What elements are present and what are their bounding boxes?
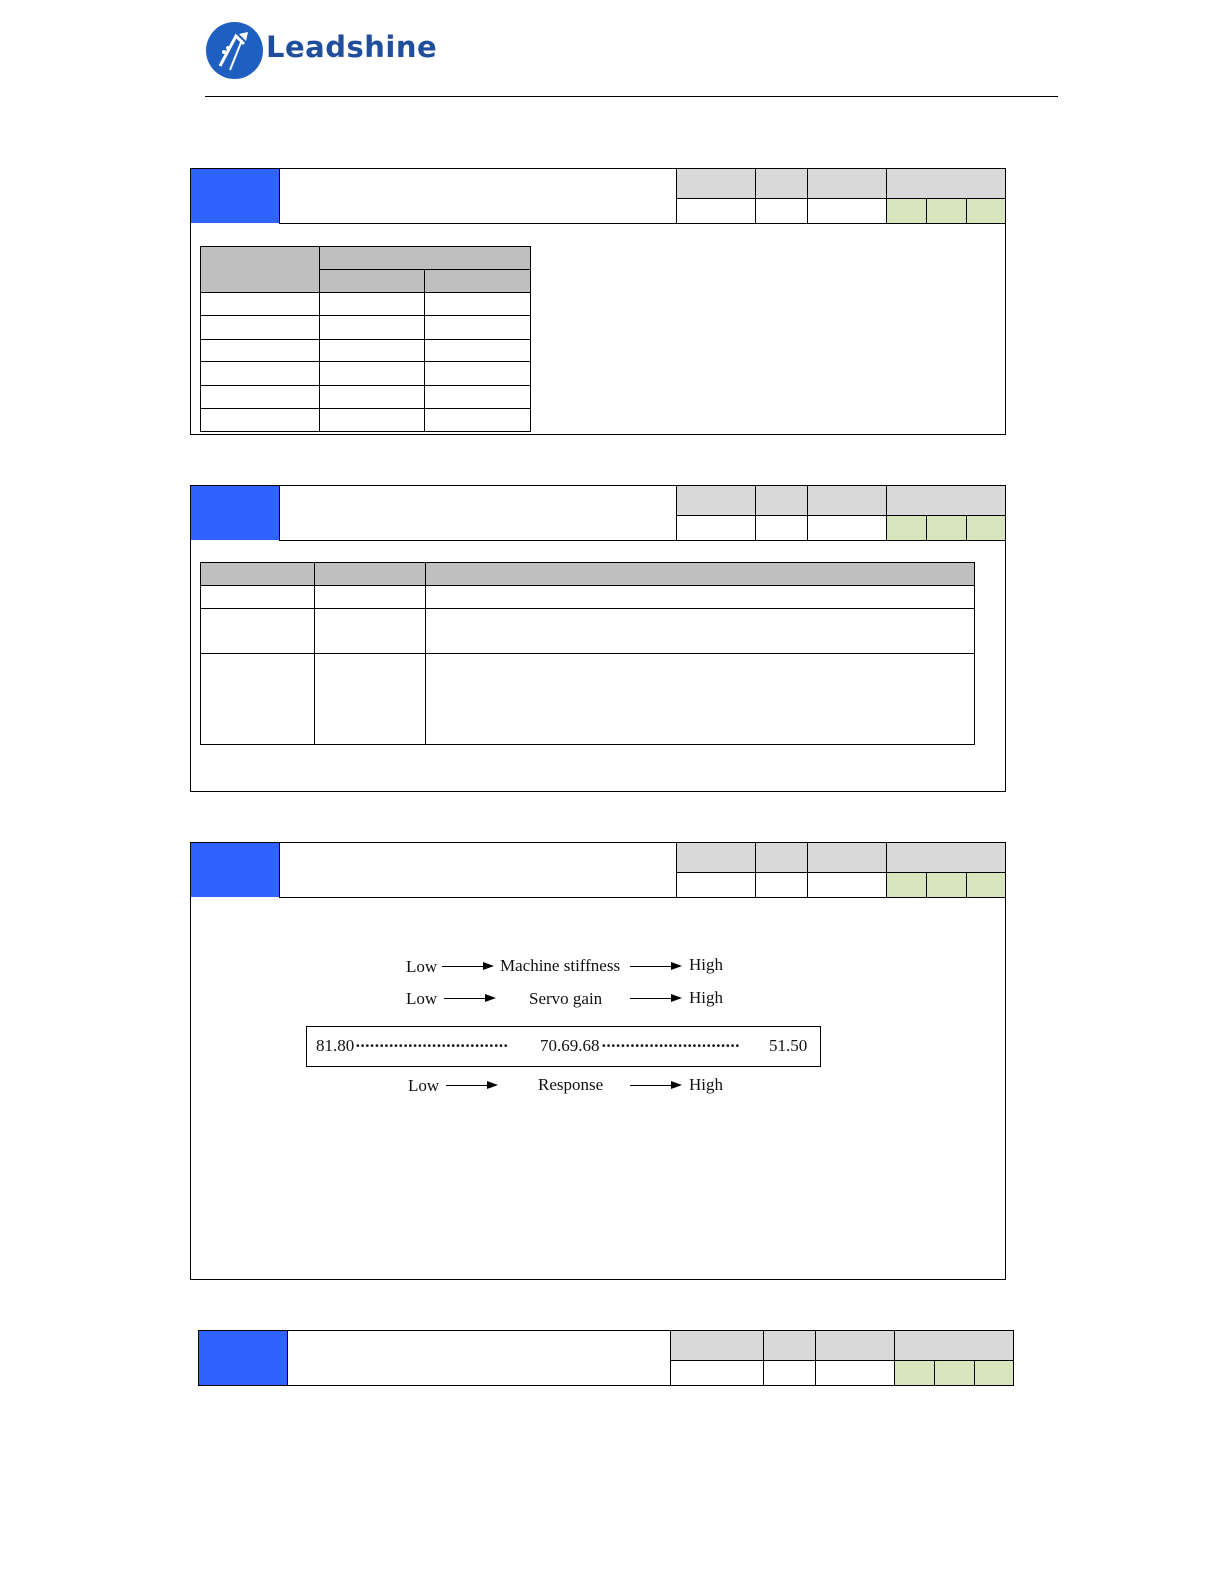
mode-cell-2: [934, 1360, 975, 1386]
parameter-id-cell: [191, 169, 280, 223]
table-row: [201, 386, 531, 409]
default-value-cell: [815, 1360, 895, 1386]
scale-middle-value: 70.69.68: [540, 1036, 600, 1055]
default-header-cell: [815, 1330, 895, 1361]
arrow-right-icon: [487, 1081, 498, 1089]
unit-value-cell: [755, 515, 808, 541]
mode-header-cell: [894, 1330, 1014, 1361]
response-low-label: Low: [408, 1076, 440, 1095]
range-value-cell: [676, 872, 756, 898]
setting-description-table: [200, 562, 975, 745]
mode-cell-3: [966, 872, 1006, 898]
range-value-cell: [670, 1360, 764, 1386]
gain-high-label: High: [689, 988, 723, 1007]
mode-cell-2: [926, 198, 967, 224]
mode-cell-1: [886, 198, 927, 224]
default-header-cell: [807, 168, 887, 199]
mode-cell-1: [894, 1360, 935, 1386]
mode-cell-2: [926, 515, 967, 541]
mode-cell-2: [926, 872, 967, 898]
table-row: [201, 316, 531, 340]
default-value-cell: [807, 872, 887, 898]
table-header-cell: [425, 270, 531, 293]
mode-cell-1: [886, 872, 927, 898]
table-row: [201, 609, 975, 654]
scale-dots-right: ·····························: [601, 1036, 740, 1055]
parameter-name-cell: [279, 168, 677, 224]
table-header-cell: [319, 247, 530, 270]
arrow-line: [630, 1085, 672, 1086]
mode-cell-3: [974, 1360, 1014, 1386]
table-header-cell: [426, 563, 975, 586]
default-value-cell: [807, 515, 887, 541]
default-header-cell: [807, 842, 887, 873]
parameter-id-cell: [198, 1330, 288, 1386]
mode-cell-3: [966, 198, 1006, 224]
stiffness-low-label: Low: [406, 957, 438, 976]
setting-table: [200, 246, 531, 432]
parameter-id-cell: [191, 486, 280, 540]
range-header-cell: [676, 168, 756, 199]
arrow-line: [630, 998, 672, 999]
range-header-cell: [676, 485, 756, 516]
arrow-right-icon: [485, 994, 496, 1002]
table-row: [201, 340, 531, 362]
range-value-cell: [676, 198, 756, 224]
scale-start-value: 81.80: [316, 1036, 355, 1055]
mode-cell-3: [966, 515, 1006, 541]
response-label: Response: [538, 1075, 604, 1094]
range-header-cell: [676, 842, 756, 873]
mode-header-cell: [886, 168, 1006, 199]
unit-header-cell: [763, 1330, 816, 1361]
table-header-cell: [201, 563, 315, 586]
default-header-cell: [807, 485, 887, 516]
arrow-line: [630, 966, 672, 967]
default-value-cell: [807, 198, 887, 224]
unit-value-cell: [763, 1360, 816, 1386]
table-header-cell: [201, 247, 320, 293]
gain-low-label: Low: [406, 989, 438, 1008]
arrow-line: [446, 1085, 488, 1086]
arrow-right-icon: [671, 1081, 682, 1089]
unit-header-cell: [755, 168, 808, 199]
parameter-name-cell: [279, 842, 677, 898]
parameter-id-cell: [191, 843, 280, 897]
unit-header-cell: [755, 485, 808, 516]
arrow-line: [442, 966, 484, 967]
arrow-line: [444, 998, 486, 999]
parameter-name-cell: [279, 485, 677, 541]
mode-cell-1: [886, 515, 927, 541]
servo-gain-label: Servo gain: [529, 989, 603, 1008]
range-header-cell: [670, 1330, 764, 1361]
table-header-cell: [319, 270, 425, 293]
table-header-cell: [315, 563, 426, 586]
scale-dots-left: ································: [355, 1036, 508, 1055]
arrow-right-icon: [671, 994, 682, 1002]
unit-header-cell: [755, 842, 808, 873]
mode-header-cell: [886, 842, 1006, 873]
table-row: [201, 654, 975, 745]
scale-end-value: 51.50: [769, 1036, 808, 1055]
table-row: [201, 362, 531, 386]
range-value-cell: [676, 515, 756, 541]
table-row: [201, 293, 531, 316]
table-row: [201, 409, 531, 432]
table-row: [201, 586, 975, 609]
brand-name: Leadshine: [266, 30, 438, 64]
parameter-name-cell: [287, 1330, 671, 1386]
machine-stiffness-label: Machine stiffness: [500, 956, 621, 975]
header-divider: [205, 96, 1058, 97]
arrow-right-icon: [671, 962, 682, 970]
stiffness-high-label: High: [689, 955, 723, 974]
arrow-right-icon: [483, 962, 494, 970]
response-high-label: High: [689, 1075, 723, 1094]
unit-value-cell: [755, 198, 808, 224]
leadshine-logo-icon: [206, 22, 263, 79]
mode-header-cell: [886, 485, 1006, 516]
unit-value-cell: [755, 872, 808, 898]
